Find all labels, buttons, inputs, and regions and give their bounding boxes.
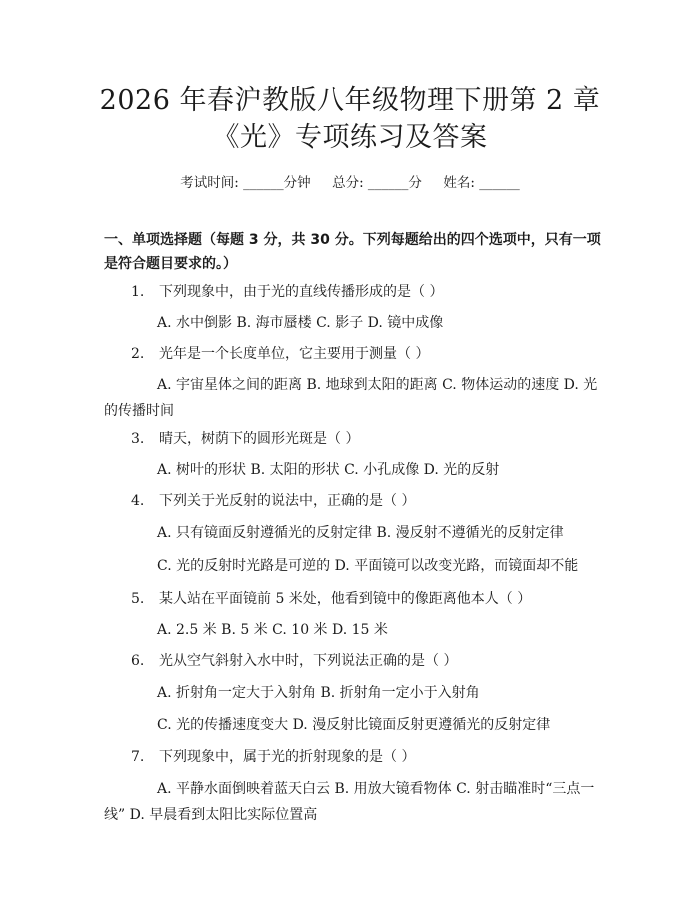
page-title: 2026 年春沪教版八年级物理下册第 2 章 <box>99 85 601 116</box>
page-subtitle: 《光》专项练习及答案 <box>212 122 488 153</box>
question-5 <box>131 589 531 609</box>
question-4-options-line2: C. 光的反射时光路是可逆的 D. 平面镜可以改变光路，而镜面却不能 <box>157 558 579 574</box>
question-2 <box>131 344 429 364</box>
question-text: 某人站在平面镜前 5 米处，他看到镜中的像距离他本人（ ） <box>159 591 532 607</box>
question-number: 3. <box>131 431 145 447</box>
question-1-options: A. 水中倒影 B. 海市蜃楼 C. 影子 D. 镜中成像 <box>157 315 444 331</box>
question-6 <box>131 651 457 671</box>
question-number: 2. <box>131 346 145 362</box>
question-7 <box>131 747 415 767</box>
question-text: 光从空气斜射入水中时，下列说法正确的是（ ） <box>159 653 458 669</box>
question-text: 下列现象中，由于光的直线传播形成的是（ ） <box>159 284 444 300</box>
question-1 <box>131 282 443 302</box>
question-4 <box>131 491 415 511</box>
question-text: 晴天，树荫下的圆形光斑是（ ） <box>159 431 360 447</box>
question-number: 1. <box>131 284 145 300</box>
question-number: 6. <box>131 653 145 669</box>
question-6-options-line2: C. 光的传播速度变大 D. 漫反射比镜面反射更遵循光的反射定律 <box>157 717 551 733</box>
question-5-options: A. 2.5 米 B. 5 米 C. 10 米 D. 15 米 <box>157 622 388 638</box>
question-7-options: A. 平静水面倒映着蓝天白云 B. 用放大镜看物体 C. 射击瞄准时“三点一线” D. 早晨看到太阳比实际位置高 <box>104 781 595 823</box>
question-number: 5. <box>131 591 145 607</box>
question-text: 下列关于光反射的说法中，正确的是（ ） <box>159 493 416 509</box>
question-6-options-line1: A. 折射角一定大于入射角 B. 折射角一定小于入射角 <box>157 685 480 701</box>
question-number: 7. <box>131 749 145 765</box>
section-heading: 一、单项选择题（每题 3 分，共 30 分。下列每题给出的四个选项中，只有一项是符合题目要求的。） <box>104 232 601 272</box>
question-3-options: A. 树叶的形状 B. 太阳的形状 C. 小孔成像 D. 光的反射 <box>157 462 500 478</box>
exam-meta-line: 考试时间: ______分钟 总分: ______分 姓名: ______ <box>180 175 520 191</box>
question-text: 下列现象中，属于光的折射现象的是（ ） <box>159 749 416 765</box>
question-4-options-line1: A. 只有镜面反射遵循光的反射定律 B. 漫反射不遵循光的反射定律 <box>157 525 564 541</box>
question-3 <box>131 429 359 449</box>
question-2-options: A. 宇宙星体之间的距离 B. 地球到太阳的距离 C. 物体运动的速度 D. 光的传播时间 <box>104 377 598 419</box>
question-number: 4. <box>131 493 145 509</box>
question-text: 光年是一个长度单位，它主要用于测量（ ） <box>159 346 430 362</box>
